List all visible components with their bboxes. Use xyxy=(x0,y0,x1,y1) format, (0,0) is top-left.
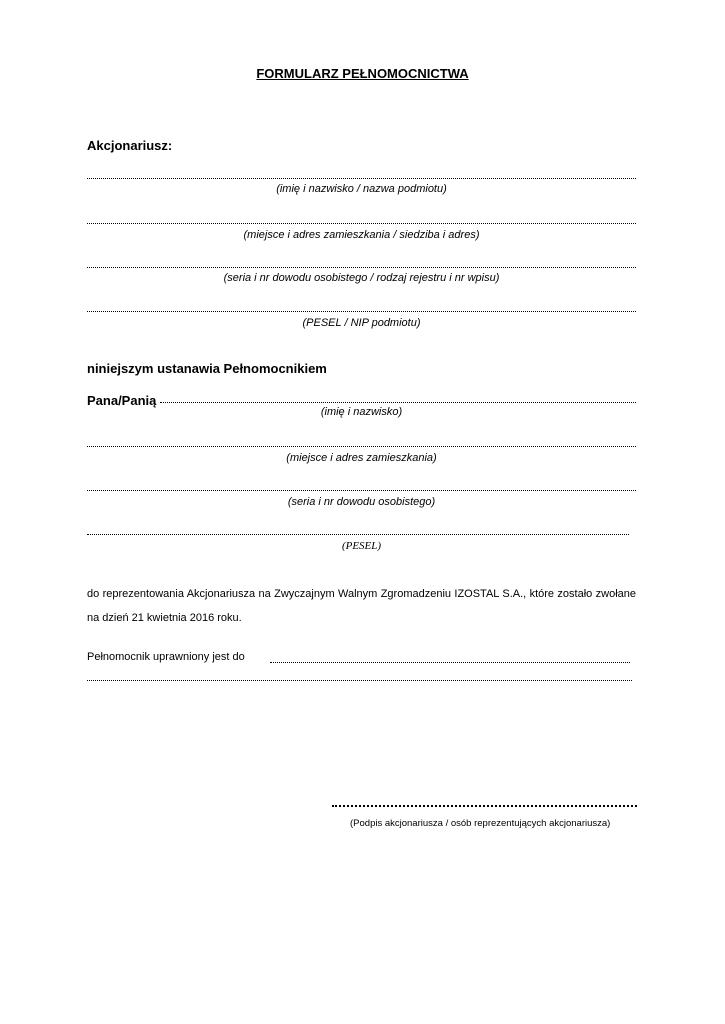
proxy-pesel-line[interactable] xyxy=(87,528,629,535)
shareholder-id-caption: (seria i nr dowodu osobistego / rodzaj rejestru i nr wpisu) xyxy=(223,272,500,284)
shareholder-name-caption: (imię i nazwisko / nazwa podmiotu) xyxy=(276,183,447,195)
proxy-heading: niniejszym ustanawia Pełnomocnikiem xyxy=(87,361,327,376)
proxy-address-line[interactable] xyxy=(87,440,636,447)
signature-caption: (Podpis akcjonariusza / osób reprezentujących akcjonariusza) xyxy=(350,818,611,829)
signature-line[interactable] xyxy=(332,799,637,807)
shareholder-name-line[interactable] xyxy=(87,172,636,179)
document-title: FORMULARZ PEŁNOMOCNICTWA xyxy=(256,66,469,81)
shareholder-id-line[interactable] xyxy=(87,261,636,268)
shareholder-address-caption: (miejsce i adres zamieszkania / siedziba i adres) xyxy=(243,229,480,241)
proxy-id-line[interactable] xyxy=(87,484,636,491)
proxy-salutation: Pana/Panią xyxy=(87,393,157,408)
proxy-pesel-caption: (PESEL) xyxy=(341,540,382,552)
proxy-id-caption: (seria i nr dowodu osobistego) xyxy=(287,496,436,508)
proxy-address-caption: (miejsce i adres zamieszkania) xyxy=(286,452,437,464)
shareholder-pesel-line[interactable] xyxy=(87,305,636,312)
shareholder-address-line[interactable] xyxy=(87,217,636,224)
shareholder-heading: Akcjonariusz: xyxy=(87,138,173,153)
authorization-line-2[interactable] xyxy=(87,674,632,681)
proxy-name-line[interactable] xyxy=(160,396,636,403)
authorization-line-1[interactable] xyxy=(270,656,630,663)
proxy-name-caption: (imię i nazwisko) xyxy=(320,406,403,418)
authorization-label: Pełnomocnik uprawniony jest do xyxy=(87,651,245,663)
shareholder-pesel-caption: (PESEL / NIP podmiotu) xyxy=(302,317,421,329)
representation-paragraph: do reprezentowania Akcjonariusza na Zwyczajnym Walnym Zgromadzeniu IZOSTAL S.A., które zostało zwołane na dzień 21 kwietnia 2016 roku. xyxy=(87,588,636,624)
